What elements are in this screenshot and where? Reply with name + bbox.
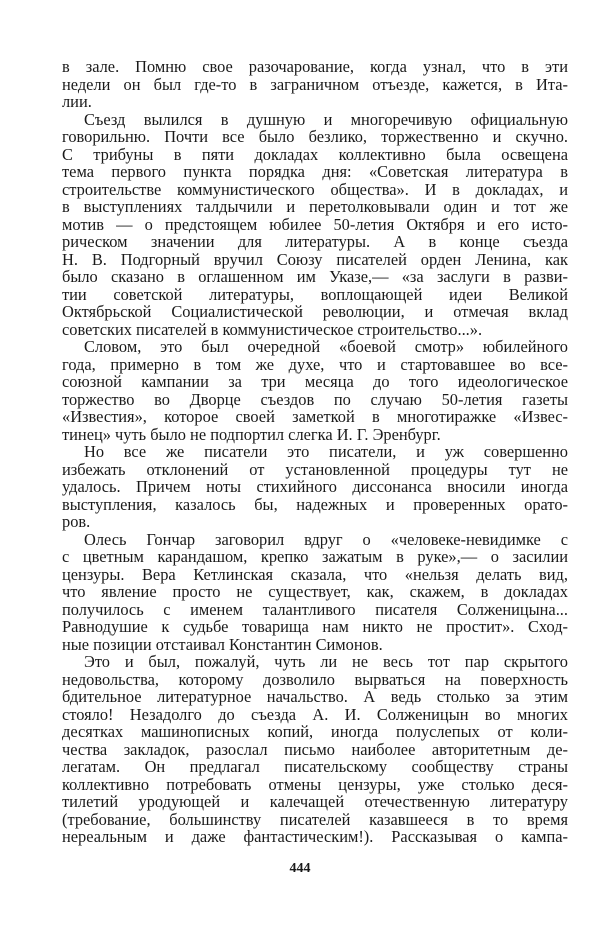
text-line: в зале. Помню свое разочарование, когда узнал, что в эти xyxy=(62,57,568,76)
text-line: ров. xyxy=(62,512,91,531)
text-line: легатам. Он предлагал писательскому сообществу страны xyxy=(62,757,568,776)
text-line: нереальным и даже фантастическим!). Рассказывая о кампа- xyxy=(62,827,568,846)
paragraph xyxy=(62,443,568,531)
text-line: коллективно потребовать отмены цензуры, уже столько деся- xyxy=(62,774,568,794)
paragraph xyxy=(62,653,568,846)
text-line: получилось с именем талантливого писателя Солженицына... xyxy=(62,599,568,619)
text-line: лии. xyxy=(62,92,92,111)
text-line: в выступлениях талдычили и перетолковывали один и тот же xyxy=(62,197,568,216)
paragraph xyxy=(62,111,568,339)
text-line: рическом значении для литературы. А в конце съезда xyxy=(62,232,568,251)
text-line: недовольства, которому дозволило вырваться на поверхность xyxy=(62,669,568,689)
page-number: 444 xyxy=(289,861,311,876)
text-line: десятках машинописных копий, иногда полуслепых от коли- xyxy=(62,722,568,741)
text-line: чества закладок, разослал письмо наиболее авторитетным де- xyxy=(62,739,568,759)
text-line: говорильню. Почти все было безлико, торжественно и скучно. xyxy=(62,127,568,146)
text-line: С трибуны в пяти докладах коллективно была освещена xyxy=(62,144,568,164)
text-line: выступления, казалось бы, надежных и проверенных орато- xyxy=(62,494,568,514)
paragraph xyxy=(62,531,568,654)
text-line: строительстве коммунистического общества». И в докладах, и xyxy=(62,179,568,199)
text-line: мотив — о предстоящем юбилее 50-летия Октября и его исто- xyxy=(62,214,568,234)
text-line: тии советской литературы, воплощающей идеи Великой xyxy=(62,284,568,304)
page-body xyxy=(62,58,568,846)
text-line: советских писателей в коммунистическое строительство...». xyxy=(62,319,483,339)
text-line: было сказано в оглашенном им Указе,— «за заслуги в разви- xyxy=(62,267,568,286)
text-line: избежать отклонений от установленной процедуры тут не xyxy=(62,459,568,479)
text-line: ные позиции отстаивал Константин Симонов. xyxy=(62,634,383,654)
text-line: года, примерно в том же духе, что и стартовавшее во все- xyxy=(62,354,568,374)
text-line: Равнодушие к судьбе товарища нам никто не простит». Сход- xyxy=(62,617,568,636)
text-line: бдительное литературное начальство. А ведь столько за этим xyxy=(62,687,568,706)
paragraph xyxy=(62,58,568,111)
text-line: недели он был где-то в заграничном отъезде, кажется, в Ита- xyxy=(62,74,568,94)
text-line: Съезд вылился в душную и многоречивую официальную xyxy=(84,109,568,129)
text-line: Н. В. Подгорный вручил Союзу писателей орден Ленина, как xyxy=(62,249,568,269)
text-line: «Известия», которое своей заметкой в многотиражке «Извес- xyxy=(62,407,568,426)
text-line: Олесь Гончар заговорил вдруг о «человеке-невидимке с xyxy=(84,529,568,549)
paragraph xyxy=(62,338,568,443)
text-line: стояло! Незадолго до съезда А. И. Солженицын во многих xyxy=(62,704,568,724)
text-line: Октябрьской Социалистической революции, и отмечая вклад xyxy=(62,302,568,321)
text-line: тилетий уродующей и калечащей отечественную литературу xyxy=(62,792,568,811)
text-line: Но все же писатели это писатели, и уж совершенно xyxy=(84,442,568,461)
text-line: удалось. Причем ноты стихийного диссонанса вносили иногда xyxy=(62,477,568,496)
text-line: тинец» чуть было не подпортил слегка И. Г. Эренбург. xyxy=(62,424,441,444)
text-line: Словом, это был очередной «боевой смотр» юбилейного xyxy=(84,337,568,356)
text-line: тема первого пункта порядка дня: «Советская литература в xyxy=(62,162,568,181)
text-line: что явление просто не существует, как, скажем, в докладах xyxy=(62,582,568,601)
text-line: цензуры. Вера Кетлинская сказала, что «нельзя делать вид, xyxy=(62,564,568,584)
text-line: союзной кампании за три месяца до того идеологическое xyxy=(62,372,568,391)
text-line: с цветным карандашом, крепко зажатым в руке»,— о засилии xyxy=(62,547,568,566)
text-line: (требование, большинству писателей казавшееся в то время xyxy=(62,809,568,829)
text-line: Это и был, пожалуй, чуть ли не весь тот пар скрытого xyxy=(84,652,568,671)
text-line: торжество во Дворце съездов по случаю 50-летия газеты xyxy=(62,389,568,409)
